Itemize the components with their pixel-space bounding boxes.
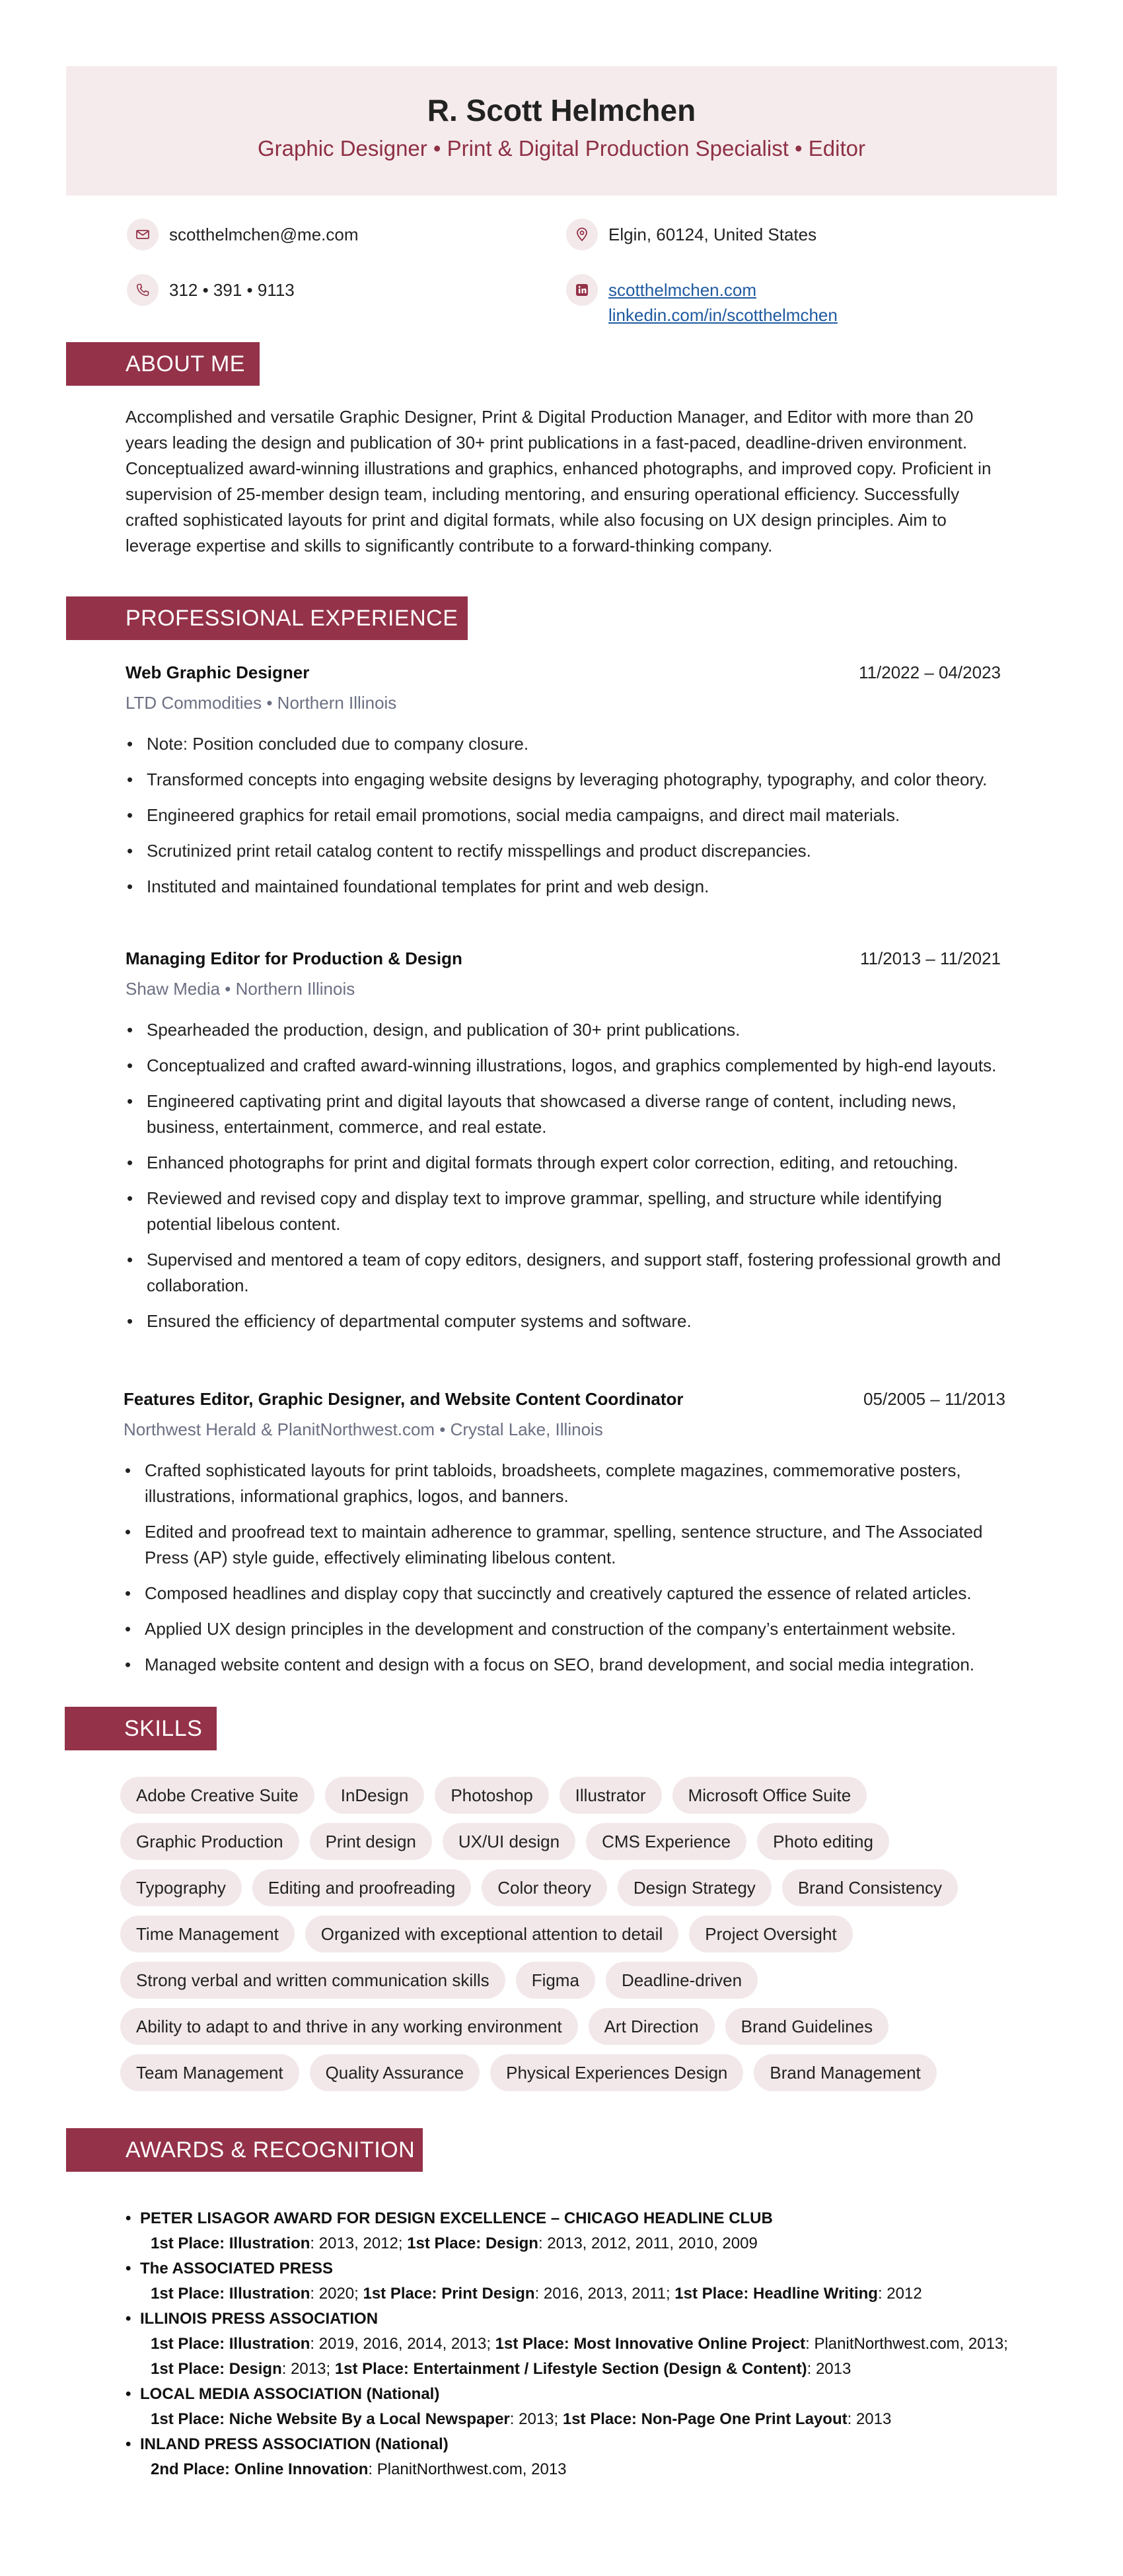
skill-chip: Brand Consistency [782, 1869, 958, 1906]
contact-phone [127, 274, 295, 306]
award-years: : 2020; [310, 2285, 363, 2303]
job-bullet: • Scrutinized print retail catalog content to rectify misspellings and product discrepancies. [126, 838, 1004, 864]
job-bullet: • Edited and proofread text to maintain adherence to grammar, spelling, sentence structure, and The Associated Press (AP) style guide, effectively eliminating libelous content. [124, 1519, 1009, 1571]
linkedin-icon [566, 274, 598, 306]
skill-chip: Color theory [482, 1869, 607, 1906]
job-bullet: • Transformed concepts into engaging website designs by leveraging photography, typography, and color theory. [126, 767, 1004, 793]
award-category: 1st Place: Most Innovative Online Project [495, 2335, 806, 2353]
section-heading-experience: PROFESSIONAL EXPERIENCE [66, 596, 468, 640]
mail-icon [127, 219, 159, 250]
award-organization: • LOCAL MEDIA ASSOCIATION (National) [124, 2382, 1049, 2407]
skill-chip: Print design [310, 1823, 432, 1860]
award-years: : 2013 [847, 2410, 892, 2428]
skill-chip: Ability to adapt to and thrive in any working environment [120, 2008, 578, 2045]
awards-list [124, 2206, 1049, 2482]
job-bullet: • Applied UX design principles in the development and construction of the company’s entertainment website. [124, 1616, 1009, 1642]
skill-chip: Organized with exceptional attention to detail [305, 1915, 678, 1952]
award-organization: • INLAND PRESS ASSOCIATION (National) [124, 2432, 1049, 2457]
job-bullets [126, 1017, 1004, 1344]
job-bullet: • Crafted sophisticated layouts for print tabloids, broadsheets, complete magazines, commemorative posters, illustrations, informational graphics, logos, and banners. [124, 1458, 1009, 1509]
job-bullets [126, 731, 1004, 910]
skill-chip: Physical Experiences Design [490, 2054, 743, 2091]
award-years: : 2013, 2012; [310, 2235, 408, 2252]
award-organization: • PETER LISAGOR AWARD FOR DESIGN EXCELLENCE – CHICAGO HEADLINE CLUB [124, 2206, 1049, 2231]
skill-chip: UX/UI design [443, 1823, 575, 1860]
job-bullets [124, 1458, 1009, 1688]
job-bullet: • Conceptualized and crafted award-winning illustrations, logos, and graphics complemented by high-end layouts. [126, 1053, 1004, 1079]
award-years: : PlanitNorthwest.com, 2013 [368, 2460, 567, 2478]
award-category: 1st Place: Print Design [363, 2285, 535, 2303]
skill-chip: Team Management [120, 2054, 299, 2091]
email-text: scotthelmchen@me.com [169, 225, 359, 244]
award-years: : 2013; [281, 2360, 335, 2378]
resume-header [66, 66, 1057, 196]
job-company: LTD Commodities • Northern Illinois [126, 693, 397, 713]
skill-chip: Design Strategy [618, 1869, 772, 1906]
job-bullet: • Spearheaded the production, design, and publication of 30+ print publications. [126, 1017, 1004, 1043]
award-category: 1st Place: Illustration [151, 2335, 310, 2353]
award-years: : 2012 [877, 2285, 922, 2303]
job-bullet: • Engineered graphics for retail email promotions, social media campaigns, and direct mail materials. [126, 803, 1004, 828]
award-category: 1st Place: Niche Website By a Local Newspaper [151, 2410, 510, 2428]
skill-chip: Figma [516, 1962, 595, 1999]
job-bullet: • Managed website content and design with a focus on SEO, brand development, and social media integration. [124, 1652, 1009, 1678]
award-line [124, 2407, 1049, 2432]
award-years: : PlanitNorthwest.com, 2013; [805, 2335, 1008, 2353]
award-years: : 2013, 2012, 2011, 2010, 2009 [538, 2235, 758, 2252]
award-line [124, 2457, 1049, 2482]
section-heading-skills: SKILLS [65, 1707, 217, 1750]
award-years: : 2019, 2016, 2014, 2013; [310, 2335, 495, 2353]
award-organization: • ILLINOIS PRESS ASSOCIATION [124, 2307, 1049, 2332]
skill-chip: Photo editing [757, 1823, 889, 1860]
skill-chip: Project Oversight [689, 1915, 852, 1952]
map-pin-icon [566, 219, 598, 250]
skill-chip: Photoshop [435, 1777, 548, 1814]
skill-chip: Microsoft Office Suite [672, 1777, 867, 1814]
phone-text: 312 • 391 • 9113 [169, 280, 295, 300]
skill-chip: Typography [120, 1869, 242, 1906]
skills-list [120, 1777, 1019, 2100]
award-line [124, 2332, 1049, 2357]
award-line [124, 2281, 1049, 2307]
section-heading-awards: AWARDS & RECOGNITION [66, 2128, 423, 2172]
job-company: Shaw Media • Northern Illinois [126, 979, 355, 999]
award-category: 1st Place: Design [407, 2235, 538, 2252]
skill-chip: Art Direction [589, 2008, 715, 2045]
location-text: Elgin, 60124, United States [608, 225, 817, 244]
job-bullet: • Instituted and maintained foundational templates for print and web design. [126, 874, 1004, 900]
award-years: : 2013 [807, 2360, 851, 2378]
candidate-subtitle: Graphic Designer • Print & Digital Production Specialist • Editor [257, 136, 865, 161]
skill-chip: Brand Management [754, 2054, 936, 2091]
candidate-name: R. Scott Helmchen [427, 93, 696, 127]
skill-chip: Deadline-driven [606, 1962, 758, 1999]
award-category: 1st Place: Non-Page One Print Layout [562, 2410, 848, 2428]
job-company: Northwest Herald & PlanitNorthwest.com • Crystal Lake, Illinois [124, 1419, 603, 1439]
award-category: 2nd Place: Online Innovation [151, 2460, 369, 2478]
skill-chip: CMS Experience [586, 1823, 746, 1860]
skill-chip: Illustrator [560, 1777, 662, 1814]
website-link[interactable]: scotthelmchen.com [608, 280, 756, 300]
award-category: 1st Place: Design [151, 2360, 282, 2378]
section-heading-about: ABOUT ME [66, 342, 260, 386]
award-category: 1st Place: Headline Writing [674, 2285, 878, 2303]
job-dates: 05/2005 – 11/2013 [863, 1389, 1005, 1409]
skill-chip: Strong verbal and written communication skills [120, 1962, 505, 1999]
linkedin-link[interactable]: linkedin.com/in/scotthelmchen [608, 305, 838, 325]
links-block [608, 274, 838, 328]
skill-chip: Adobe Creative Suite [120, 1777, 314, 1814]
contact-email [127, 219, 359, 250]
job-title: Web Graphic Designer [126, 662, 310, 682]
job-bullet: • Reviewed and revised copy and display text to improve grammar, spelling, and structure while identifying potential libelous content. [126, 1186, 1004, 1237]
job-bullet: • Engineered captivating print and digital layouts that showcased a diverse range of content, including news, business, entertainment, commerce, and real estate. [126, 1089, 1004, 1140]
job-bullet: • Ensured the efficiency of departmental computer systems and software. [126, 1308, 1004, 1334]
skill-chip: Brand Guidelines [725, 2008, 888, 2045]
award-line [124, 2357, 1049, 2382]
skill-chip: Editing and proofreading [252, 1869, 471, 1906]
skill-chip: InDesign [325, 1777, 425, 1814]
phone-icon [127, 274, 159, 306]
award-organization: • The ASSOCIATED PRESS [124, 2256, 1049, 2281]
award-category: 1st Place: Illustration [151, 2285, 310, 2303]
job-dates: 11/2013 – 11/2021 [859, 948, 1001, 968]
award-line [124, 2231, 1049, 2256]
award-category: 1st Place: Entertainment / Lifestyle Section (Design & Content) [334, 2360, 807, 2378]
skill-chip: Graphic Production [120, 1823, 299, 1860]
award-years: : 2013; [509, 2410, 563, 2428]
job-bullet: • Supervised and mentored a team of copy editors, designers, and support staff, fostering professional growth and collaboration. [126, 1247, 1004, 1299]
award-years: : 2016, 2013, 2011; [534, 2285, 675, 2303]
skill-chip: Time Management [120, 1915, 295, 1952]
contact-links [566, 274, 838, 328]
job-bullet: • Note: Position concluded due to company closure. [126, 731, 1004, 757]
job-bullet: • Enhanced photographs for print and digital formats through expert color correction, editing, and retouching. [126, 1150, 1004, 1176]
about-text: Accomplished and versatile Graphic Designer, Print & Digital Production Manager, and Editor with more than 20 years leading the design and publication of 30+ print publications in a fast-paced, deadline-driven environment. Conceptualized award-winning illustrations and graphics, enhanced photographs, and improved copy. Proficient in supervision of 25-member design team, including mentoring, and ensuring operational efficiency. Successfully crafted sophisticated layouts for print and digital formats, while also focusing on UX design principles. Aim to leverage expertise and skills to significantly contribute to a forward-thinking company. [126, 407, 992, 555]
job-dates: 11/2022 – 04/2023 [859, 662, 1001, 682]
contact-location [566, 219, 816, 250]
job-bullet: • Composed headlines and display copy that succinctly and creatively captured the essence of related articles. [124, 1581, 1009, 1606]
skill-chip: Quality Assurance [310, 2054, 480, 2091]
job-title: Features Editor, Graphic Designer, and Website Content Coordinator [124, 1389, 684, 1409]
award-category: 1st Place: Illustration [151, 2235, 310, 2252]
job-title: Managing Editor for Production & Design [126, 948, 462, 968]
